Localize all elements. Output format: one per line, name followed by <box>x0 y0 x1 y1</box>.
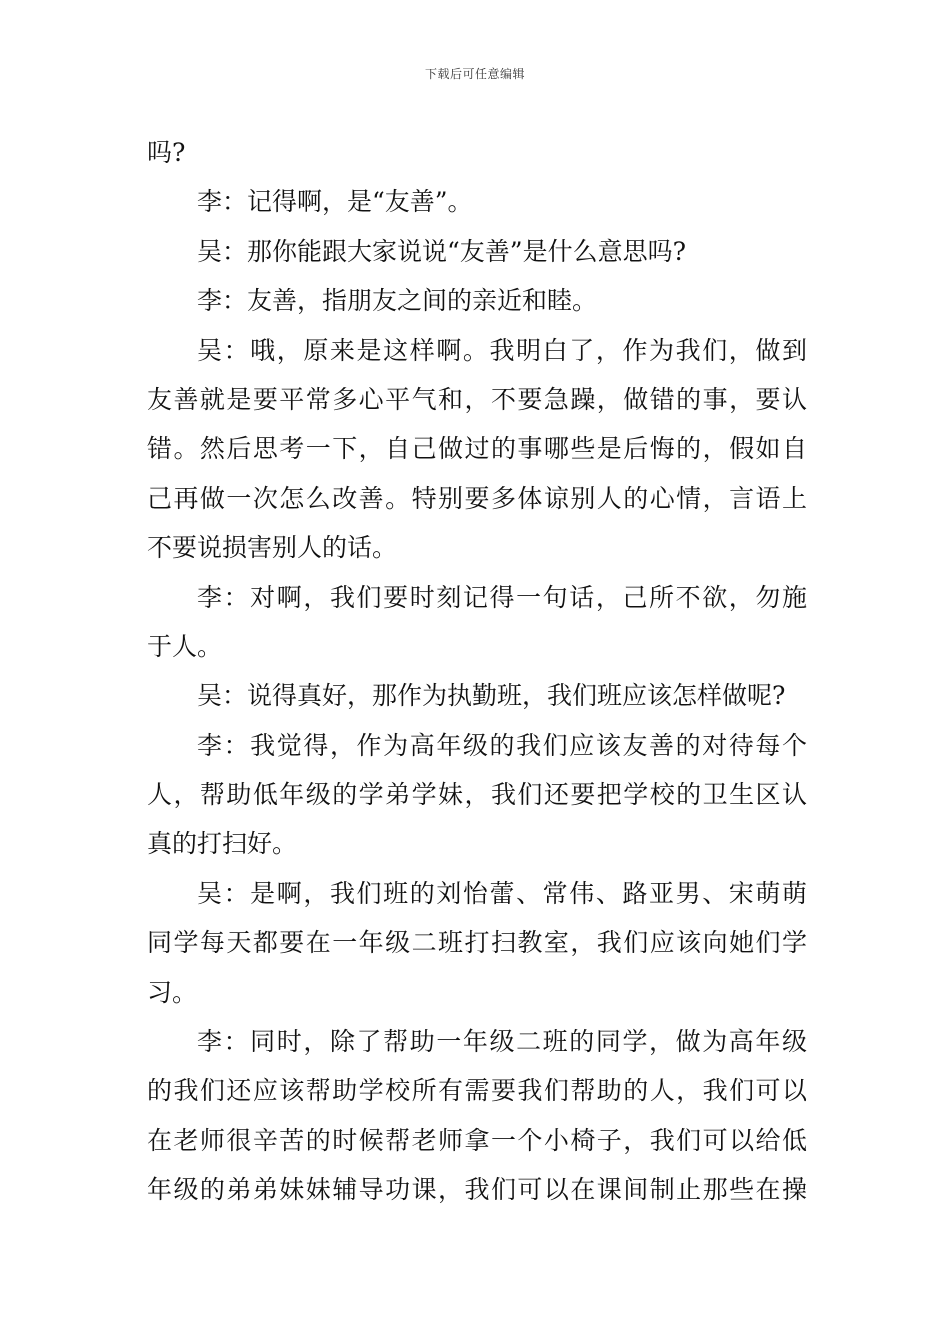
text-line: 李：对啊，我们要时刻记得一句话，己所不欲，勿施 <box>197 582 807 612</box>
text-line: 己再做一次怎么改善。特别要多体谅别人的心情，言语上 <box>147 483 807 513</box>
text-line: 年级的弟弟妹妹辅导功课，我们可以在课间制止那些在操 <box>147 1175 807 1205</box>
text-line: 的我们还应该帮助学校所有需要我们帮助的人，我们可以 <box>147 1076 807 1106</box>
text-line: 错。然后思考一下，自己做过的事哪些是后悔的，假如自 <box>147 434 807 464</box>
text-line: 吴：是啊，我们班的刘怡蕾、常伟、路亚男、宋萌萌 <box>197 878 807 908</box>
text-line: 同学每天都要在一年级二班打扫教室，我们应该向她们学 <box>147 928 807 958</box>
text-line: 李：我觉得，作为高年级的我们应该友善的对待每个 <box>197 730 807 760</box>
document-body <box>147 128 807 1215</box>
text-line: 人，帮助低年级的学弟学妹，我们还要把学校的卫生区认 <box>147 780 807 810</box>
text-line: 吴：说得真好，那作为执勤班，我们班应该怎样做呢? <box>197 681 786 711</box>
text-line: 于人。 <box>147 631 223 661</box>
text-line: 习。 <box>147 977 198 1007</box>
text-line: 李：同时，除了帮助一年级二班的同学，做为高年级 <box>197 1027 807 1057</box>
text-line: 不要说损害别人的话。 <box>147 533 398 563</box>
text-line: 李：记得啊，是“友善”。 <box>197 187 473 217</box>
text-line: 吴：哦，原来是这样啊。我明白了，作为我们，做到 <box>197 335 807 365</box>
text-line: 真的打扫好。 <box>147 829 298 859</box>
text-line: 李：友善，指朋友之间的亲近和睦。 <box>197 286 598 316</box>
text-line: 吴：那你能跟大家说说“友善”是什么意思吗? <box>197 236 686 266</box>
text-line: 在老师很辛苦的时候帮老师拿一个小椅子，我们可以给低 <box>147 1125 807 1155</box>
text-line: 吗? <box>147 138 186 167</box>
page-header: 下载后可任意编辑 <box>424 67 525 81</box>
text-line: 友善就是要平常多心平气和，不要急躁，做错的事，要认 <box>147 384 807 414</box>
